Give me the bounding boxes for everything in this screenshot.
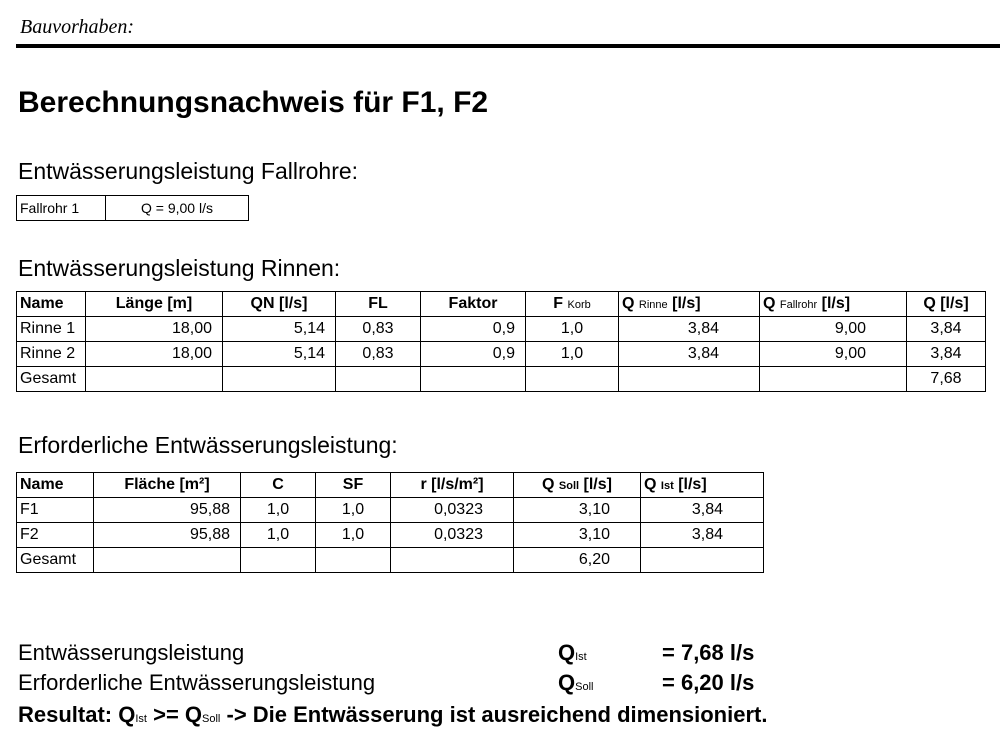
downpipe-label: Fallrohr 1 [17,196,106,221]
cell-name: Gesamt [17,548,94,573]
header-rule [16,44,1000,48]
col-name: Name [17,473,94,498]
required-value: = 6,20 l/s [662,670,755,695]
cell-qn: 5,14 [223,317,336,342]
cell-q-fallrohr: 9,00 [760,342,907,367]
cell-sf: 1,0 [316,523,391,548]
col-qn: QN [l/s] [223,292,336,317]
cell-r: 0,0323 [391,498,514,523]
cell-q-ist: 3,84 [641,498,764,523]
col-r: r [l/s/m²] [391,473,514,498]
cell-f: 1,0 [526,317,619,342]
cell-name: F2 [17,523,94,548]
cell-c: 1,0 [241,498,316,523]
table-row [17,317,986,342]
cell-q-fallrohr: 9,00 [760,317,907,342]
cell-q-soll: 3,10 [514,523,641,548]
cell-r: 0,0323 [391,523,514,548]
cell-factor: 0,9 [421,317,526,342]
cell-name: Rinne 2 [17,342,86,367]
col-f-korb: F Korb [526,292,619,317]
capacity-value: = 7,68 l/s [662,640,755,665]
cell-q: 3,84 [907,317,986,342]
cell-area: 95,88 [94,523,241,548]
cell-c: 1,0 [241,523,316,548]
col-c: C [241,473,316,498]
downpipes-table [16,195,249,221]
col-q-fallrohr: Q Fallrohr [l/s] [760,292,907,317]
col-factor: Faktor [421,292,526,317]
gutters-header-row [17,292,986,317]
col-area: Fläche [m²] [94,473,241,498]
col-q-rinne: Q Rinne [l/s] [619,292,760,317]
cell-length: 18,00 [86,317,223,342]
col-q-ist: Q Ist [l/s] [641,473,764,498]
cell-f: 1,0 [526,342,619,367]
cell-q-ist: 3,84 [641,523,764,548]
cell-name: F1 [17,498,94,523]
cell-q-rinne: 3,84 [619,342,760,367]
result-line: Resultat: QIst >= QSoll -> Die Entwässerung ist ausreichend dimensioniert. [18,702,768,727]
gutters-heading: Entwässerungsleistung Rinnen: [18,255,341,281]
page-title: Berechnungsnachweis für F1, F2 [18,86,489,119]
total-row [17,548,764,573]
cell-q-soll: 3,10 [514,498,641,523]
cell-q: 3,84 [907,342,986,367]
col-length: Länge [m] [86,292,223,317]
cell-length: 18,00 [86,342,223,367]
cell-factor: 0,9 [421,342,526,367]
cell-q-rinne: 3,84 [619,317,760,342]
cell-fl: 0,83 [336,342,421,367]
required-symbol: QSoll [558,670,594,695]
col-sf: SF [316,473,391,498]
cell-q-soll-total: 6,20 [514,548,641,573]
total-row [17,367,986,392]
table-row [17,342,986,367]
table-row [17,523,764,548]
cell-name: Rinne 1 [17,317,86,342]
required-label: Erforderliche Entwässerungsleistung [18,670,376,695]
col-q-soll: Q Soll [l/s] [514,473,641,498]
cell-q-total: 7,68 [907,367,986,392]
downpipe-value: Q = 9,00 l/s [106,196,249,221]
capacity-label: Entwässerungsleistung [18,640,245,665]
table-row [17,498,764,523]
col-name: Name [17,292,86,317]
col-q: Q [l/s] [907,292,986,317]
capacity-symbol: QIst [558,640,587,665]
required-table [16,472,764,573]
cell-area: 95,88 [94,498,241,523]
project-label: Bauvorhaben: [20,16,135,38]
cell-fl: 0,83 [336,317,421,342]
required-header-row [17,473,764,498]
cell-sf: 1,0 [316,498,391,523]
gutters-table [16,291,986,392]
required-heading: Erforderliche Entwässerungsleistung: [18,432,398,458]
cell-name: Gesamt [17,367,86,392]
cell-qn: 5,14 [223,342,336,367]
downpipes-heading: Entwässerungsleistung Fallrohre: [18,158,359,184]
col-fl: FL [336,292,421,317]
